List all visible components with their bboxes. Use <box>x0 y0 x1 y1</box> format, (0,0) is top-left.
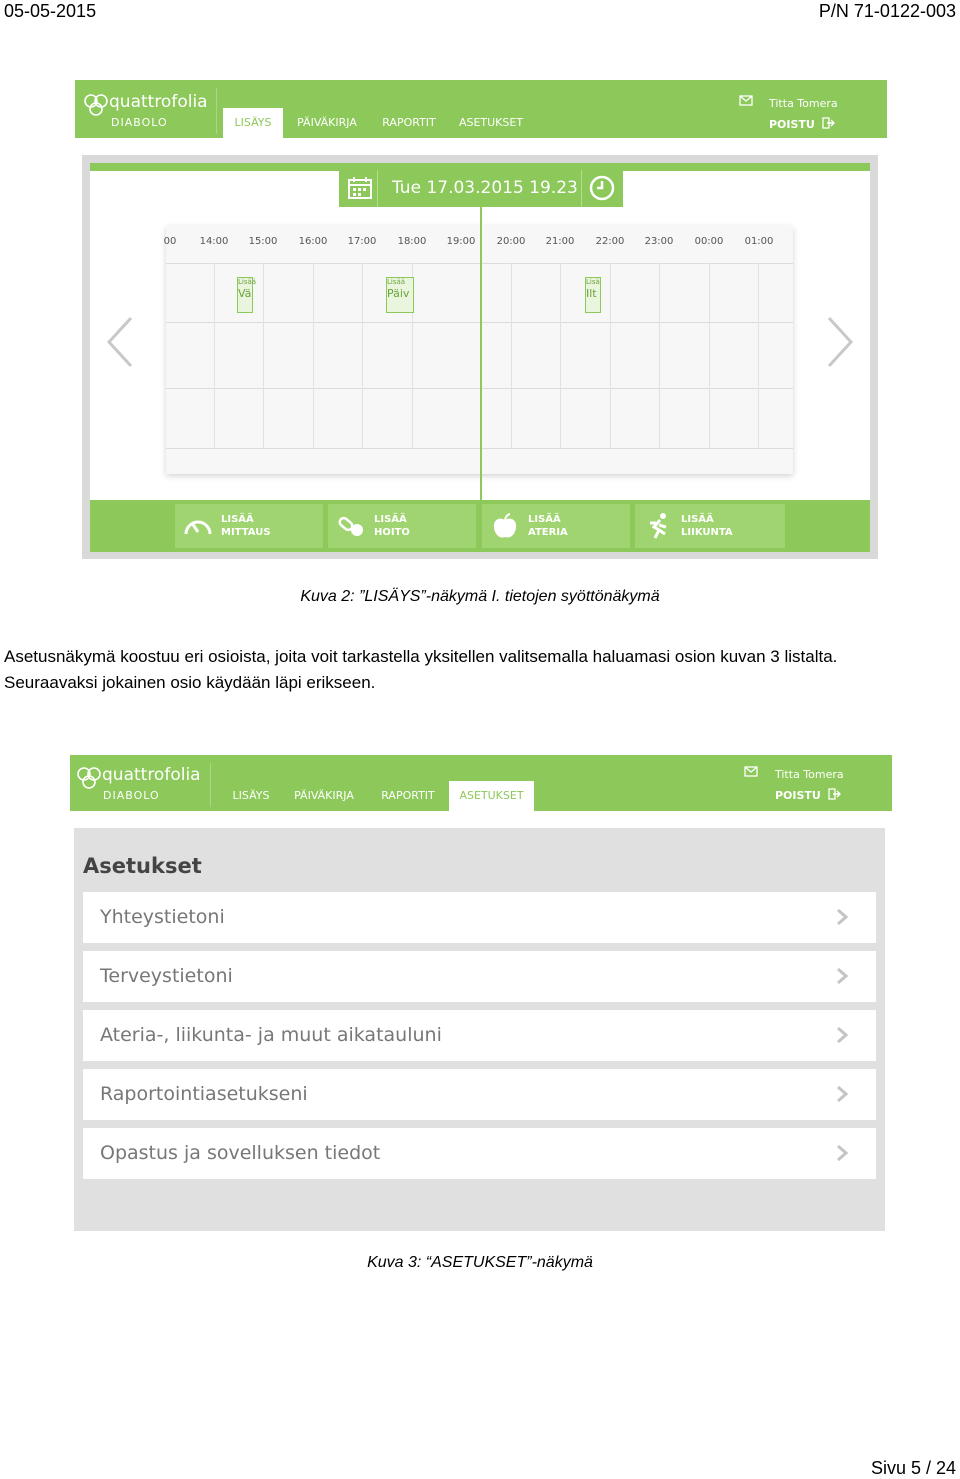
timeline-entry[interactable] <box>386 277 414 313</box>
entry-small-label: Lisää <box>387 278 406 286</box>
add-treatment-button[interactable] <box>328 504 476 548</box>
current-time-line[interactable] <box>480 207 482 500</box>
chevron-right-icon <box>836 1085 848 1103</box>
tab-lisays[interactable]: LISÄYS <box>232 789 270 802</box>
figure-caption: Kuva 2: ”LISÄYS”-näkymä I. tietojen syöttönäkymä <box>300 588 660 605</box>
timeline-entry[interactable] <box>585 277 601 313</box>
time-tick: 18:00 <box>397 236 427 247</box>
datetime-divider <box>581 170 582 207</box>
entry-small-label: Lisää <box>238 278 257 286</box>
grid-line <box>313 263 314 448</box>
settings-item-label: Opastus ja sovelluksen tiedot <box>100 1142 381 1164</box>
logout-icon[interactable] <box>828 788 841 800</box>
logout-link[interactable]: POISTU <box>769 118 815 131</box>
settings-item-label: Yhteystietoni <box>100 906 225 928</box>
grid-line <box>709 263 710 448</box>
time-tick: 17:00 <box>347 236 377 247</box>
body-paragraph-line: Seuraavaksi jokainen osio käydään läpi erikseen. <box>4 673 376 692</box>
action-label: LISÄÄ LIIKUNTA <box>681 514 733 538</box>
grid-line <box>758 263 759 448</box>
datetime-bar[interactable] <box>339 170 623 207</box>
clock-icon[interactable] <box>589 175 615 201</box>
entry-small-label: Lisä <box>586 278 600 286</box>
add-exercise-button[interactable] <box>635 504 785 548</box>
tab-raportit[interactable]: RAPORTIT <box>382 116 436 129</box>
body-paragraph-line: Asetusnäkymä koostuu eri osioista, joita voit tarkastella yksitellen valitsemalla haluamasi osion kuvan 3 listalta. <box>4 647 838 666</box>
settings-item-label: Terveystietoni <box>100 965 233 987</box>
logout-icon[interactable] <box>822 117 835 129</box>
figure-caption: Kuva 3: “ASETUKSET”-näkymä <box>367 1254 593 1271</box>
tab-asetukset[interactable]: ASETUKSET <box>449 781 534 811</box>
settings-heading: Asetukset <box>83 854 202 878</box>
user-name: Titta Tomera <box>769 97 838 110</box>
grid-line <box>659 263 660 448</box>
nav-divider <box>210 763 211 807</box>
time-tick: 22:00 <box>595 236 625 247</box>
header-part-number: P/N 71-0122-003 <box>818 1 956 21</box>
grid-line <box>362 263 363 448</box>
brand-subtitle: DIABOLO <box>103 789 160 802</box>
grid-line <box>214 263 215 448</box>
settings-item-label: Raportointiasetukseni <box>100 1083 308 1105</box>
user-name: Titta Tomera <box>775 768 844 781</box>
time-tick: 19:00 <box>446 236 476 247</box>
pills-icon <box>336 512 366 540</box>
chevron-right-icon <box>836 908 848 926</box>
brand-name: quattrofolia <box>109 92 208 112</box>
tab-paivakirja[interactable]: PÄIVÄKIRJA <box>294 789 354 802</box>
nav-divider <box>216 88 217 134</box>
app-navbar <box>75 80 887 138</box>
envelope-icon[interactable] <box>739 95 753 106</box>
time-tick: 15:00 <box>248 236 278 247</box>
time-tick: 21:00 <box>545 236 575 247</box>
time-tick: 01:00 <box>744 236 774 247</box>
tab-paivakirja[interactable]: PÄIVÄKIRJA <box>297 116 357 129</box>
apple-icon <box>490 512 520 540</box>
settings-item-label: Ateria-, liikunta- ja muut aikatauluni <box>100 1024 442 1046</box>
time-tick: 14:00 <box>199 236 229 247</box>
settings-item-contact[interactable] <box>83 892 876 943</box>
action-label: LISÄÄ HOITO <box>374 514 410 538</box>
settings-item-reporting[interactable] <box>83 1069 876 1120</box>
grid-line <box>511 263 512 448</box>
time-tick: 00 <box>163 236 177 247</box>
chevron-left-icon[interactable] <box>105 316 135 368</box>
page-number: Sivu 5 / 24 <box>870 1458 956 1478</box>
envelope-icon[interactable] <box>744 766 758 777</box>
action-label: LISÄÄ ATERIA <box>528 514 568 538</box>
runner-icon <box>643 512 673 540</box>
header-date: 05-05-2015 <box>4 1 97 21</box>
time-tick: 20:00 <box>496 236 526 247</box>
calendar-icon[interactable] <box>347 176 373 200</box>
grid-line <box>560 263 561 448</box>
action-label: LISÄÄ MITTAUS <box>221 514 271 538</box>
brand-name: quattrofolia <box>102 765 201 785</box>
entry-label: Päiv <box>387 287 410 300</box>
app-navbar <box>70 755 892 811</box>
grid-line <box>610 263 611 448</box>
entry-label: Vä <box>238 287 252 300</box>
timeline-entry[interactable] <box>237 277 257 313</box>
logout-link[interactable]: POISTU <box>775 789 821 802</box>
brand-subtitle: DIABOLO <box>111 116 168 129</box>
settings-item-health[interactable] <box>83 951 876 1002</box>
tab-asetukset[interactable]: ASETUKSET <box>458 116 524 129</box>
chevron-right-icon <box>836 1026 848 1044</box>
time-tick: 23:00 <box>644 236 674 247</box>
chevron-right-icon[interactable] <box>825 316 855 368</box>
time-tick: 00:00 <box>694 236 724 247</box>
gauge-icon <box>183 512 213 540</box>
tab-raportit[interactable]: RAPORTIT <box>381 789 435 802</box>
time-tick: 16:00 <box>298 236 328 247</box>
add-meal-button[interactable] <box>482 504 630 548</box>
settings-item-schedules[interactable] <box>83 1010 876 1061</box>
entry-label: Ilt <box>586 287 597 300</box>
chevron-right-icon <box>836 967 848 985</box>
settings-item-guide[interactable] <box>83 1128 876 1179</box>
tab-lisays[interactable]: LISÄYS <box>223 108 283 138</box>
datetime-divider <box>377 170 378 207</box>
add-measurement-button[interactable] <box>175 504 323 548</box>
datetime-value[interactable]: Tue 17.03.2015 19.23 <box>392 178 578 198</box>
chevron-right-icon <box>836 1144 848 1162</box>
grid-line <box>263 263 264 448</box>
